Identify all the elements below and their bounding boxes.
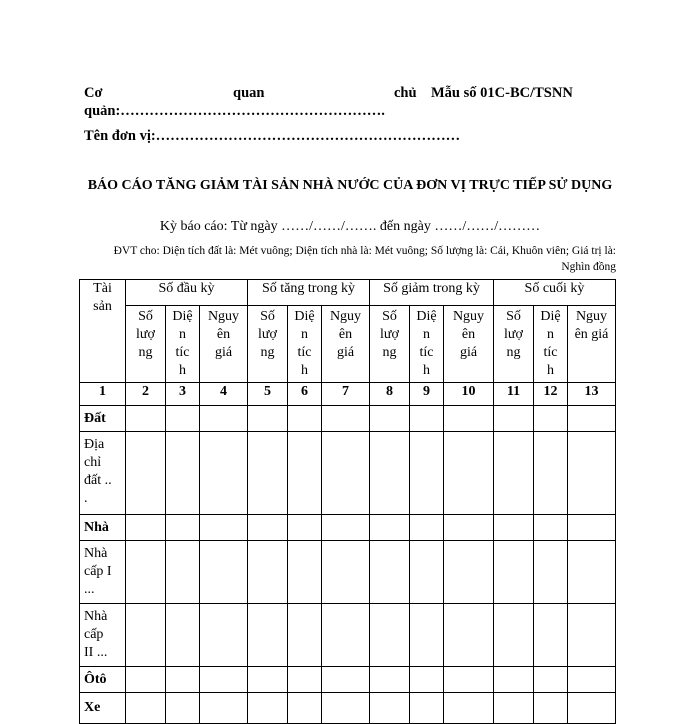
table-cell bbox=[370, 432, 410, 515]
table-cell bbox=[288, 406, 322, 432]
subheader-original-cost: Nguy ên giá bbox=[568, 306, 616, 383]
table-cell bbox=[534, 515, 568, 541]
table-cell bbox=[200, 541, 248, 604]
column-number: 4 bbox=[200, 383, 248, 406]
table-cell bbox=[200, 432, 248, 515]
table-cell bbox=[322, 432, 370, 515]
table-cell bbox=[494, 515, 534, 541]
table-cell bbox=[248, 693, 288, 724]
table-row-vehicle bbox=[80, 693, 616, 724]
row-label-house-grade-2: Nhà cấp II ... bbox=[80, 604, 126, 667]
group-header-closing: Số cuối kỳ bbox=[494, 280, 616, 306]
report-period: Kỳ báo cáo: Từ ngày ……/……/……. đến ngày ……/……/……… bbox=[159, 219, 541, 234]
column-number-row bbox=[80, 383, 616, 406]
table-cell bbox=[166, 406, 200, 432]
table-cell bbox=[248, 406, 288, 432]
table-cell bbox=[568, 515, 616, 541]
column-number: 2 bbox=[126, 383, 166, 406]
table-cell bbox=[126, 693, 166, 724]
table-cell bbox=[288, 515, 322, 541]
table-cell bbox=[322, 667, 370, 693]
agency-label-word-2: quan bbox=[233, 85, 265, 101]
row-label-car: Ôtô bbox=[80, 667, 126, 693]
table-cell bbox=[444, 406, 494, 432]
table-cell bbox=[248, 667, 288, 693]
table-cell bbox=[534, 541, 568, 604]
agency-label-word-3: chủ bbox=[394, 85, 417, 101]
group-header-decrease: Số giảm trong kỳ bbox=[370, 280, 494, 306]
column-number: 1 bbox=[80, 383, 126, 406]
unit-name-field: Tên đơn vị:……………………………………………………… bbox=[84, 128, 461, 144]
table-cell bbox=[444, 515, 494, 541]
table-cell bbox=[370, 515, 410, 541]
table-cell bbox=[568, 406, 616, 432]
subheader-area: Diệ n tíc h bbox=[410, 306, 444, 383]
table-subheader-row bbox=[80, 306, 616, 383]
table-cell bbox=[410, 541, 444, 604]
table-cell bbox=[248, 515, 288, 541]
subheader-area: Diệ n tíc h bbox=[534, 306, 568, 383]
table-cell bbox=[444, 693, 494, 724]
row-label-house: Nhà bbox=[80, 515, 126, 541]
table-cell bbox=[288, 541, 322, 604]
subheader-quantity: Số lượ ng bbox=[248, 306, 288, 383]
table-cell bbox=[494, 541, 534, 604]
table-cell bbox=[568, 693, 616, 724]
table-cell bbox=[410, 667, 444, 693]
subheader-quantity: Số lượ ng bbox=[126, 306, 166, 383]
row-label-house-grade-1: Nhà cấp I ... bbox=[80, 541, 126, 604]
subheader-original-cost: Nguy ên giá bbox=[322, 306, 370, 383]
agency-field: quản:………………………………………………. bbox=[84, 103, 385, 119]
table-cell bbox=[494, 604, 534, 667]
table-row-land-address bbox=[80, 432, 616, 515]
table-cell bbox=[410, 432, 444, 515]
table-cell bbox=[126, 541, 166, 604]
table-cell bbox=[494, 432, 534, 515]
table-row-house-grade-2 bbox=[80, 604, 616, 667]
subheader-area: Diệ n tíc h bbox=[166, 306, 200, 383]
table-cell bbox=[322, 604, 370, 667]
table-cell bbox=[410, 406, 444, 432]
table-cell bbox=[288, 432, 322, 515]
table-cell bbox=[126, 406, 166, 432]
table-cell bbox=[200, 515, 248, 541]
agency-header-row bbox=[84, 85, 584, 105]
unit-note: ĐVT cho: Diện tích đất là: Mét vuông; Diện tích nhà là: Mét vuông; Số lượng là: Cái, Khuôn viên; Giá trị là: Nghìn đồng bbox=[113, 245, 616, 273]
table-cell bbox=[166, 693, 200, 724]
table-cell bbox=[534, 667, 568, 693]
table-cell bbox=[200, 667, 248, 693]
column-number: 7 bbox=[322, 383, 370, 406]
table-cell bbox=[568, 432, 616, 515]
subheader-original-cost: Nguy ên giá bbox=[444, 306, 494, 383]
column-number: 3 bbox=[166, 383, 200, 406]
column-number: 11 bbox=[494, 383, 534, 406]
table-row-house-grade-1 bbox=[80, 541, 616, 604]
report-title: BÁO CÁO TĂNG GIẢM TÀI SẢN NHÀ NƯỚC CỦA ĐƠN VỊ TRỰC TIẾP SỬ DỤNG bbox=[87, 178, 613, 193]
table-cell bbox=[370, 693, 410, 724]
table-cell bbox=[126, 604, 166, 667]
table-cell bbox=[410, 515, 444, 541]
column-number: 13 bbox=[568, 383, 616, 406]
table-cell bbox=[288, 667, 322, 693]
table-cell bbox=[568, 604, 616, 667]
table-cell bbox=[322, 693, 370, 724]
form-code: Mẫu số 01C-BC/TSNN bbox=[431, 85, 573, 101]
table-cell bbox=[494, 693, 534, 724]
table-cell bbox=[370, 406, 410, 432]
table-cell bbox=[534, 406, 568, 432]
subheader-quantity: Số lượ ng bbox=[370, 306, 410, 383]
table-cell bbox=[370, 541, 410, 604]
table-cell bbox=[200, 604, 248, 667]
table-cell bbox=[444, 604, 494, 667]
table-cell bbox=[288, 693, 322, 724]
table-row-car bbox=[80, 667, 616, 693]
table-cell bbox=[166, 432, 200, 515]
group-header-increase: Số tăng trong kỳ bbox=[248, 280, 370, 306]
table-cell bbox=[568, 667, 616, 693]
table-cell bbox=[534, 693, 568, 724]
column-number: 5 bbox=[248, 383, 288, 406]
table-cell bbox=[444, 667, 494, 693]
table-cell bbox=[248, 432, 288, 515]
subheader-area: Diệ n tíc h bbox=[288, 306, 322, 383]
column-number: 6 bbox=[288, 383, 322, 406]
table-row-land bbox=[80, 406, 616, 432]
table-cell bbox=[410, 604, 444, 667]
subheader-quantity: Số lượ ng bbox=[494, 306, 534, 383]
group-header-opening: Số đầu kỳ bbox=[126, 280, 248, 306]
table-cell bbox=[126, 515, 166, 541]
column-number: 12 bbox=[534, 383, 568, 406]
table-cell bbox=[166, 541, 200, 604]
table-cell bbox=[322, 515, 370, 541]
table-cell bbox=[248, 541, 288, 604]
table-cell bbox=[166, 515, 200, 541]
subheader-original-cost: Nguy ên giá bbox=[200, 306, 248, 383]
table-cell bbox=[370, 604, 410, 667]
table-cell bbox=[126, 667, 166, 693]
table-cell bbox=[166, 604, 200, 667]
table-cell bbox=[444, 432, 494, 515]
table-cell bbox=[568, 541, 616, 604]
table-cell bbox=[126, 432, 166, 515]
table-cell bbox=[410, 693, 444, 724]
column-number: 9 bbox=[410, 383, 444, 406]
table-cell bbox=[444, 541, 494, 604]
asset-report-table bbox=[79, 279, 616, 724]
table-row-house bbox=[80, 515, 616, 541]
row-label-vehicle: Xe bbox=[80, 693, 126, 724]
table-cell bbox=[322, 541, 370, 604]
table-cell bbox=[200, 693, 248, 724]
agency-label-word-1: Cơ bbox=[84, 85, 103, 101]
table-cell bbox=[494, 406, 534, 432]
column-number: 8 bbox=[370, 383, 410, 406]
table-cell bbox=[534, 604, 568, 667]
row-label-land: Đất bbox=[80, 406, 126, 432]
table-cell bbox=[370, 667, 410, 693]
table-cell bbox=[200, 406, 248, 432]
table-cell bbox=[534, 432, 568, 515]
row-label-land-address: Địa chỉ đất .. . bbox=[80, 432, 126, 515]
table-cell bbox=[288, 604, 322, 667]
table-cell bbox=[166, 667, 200, 693]
table-header-row bbox=[80, 280, 616, 306]
column-number: 10 bbox=[444, 383, 494, 406]
table-cell bbox=[248, 604, 288, 667]
table-cell bbox=[494, 667, 534, 693]
table-cell bbox=[322, 406, 370, 432]
asset-column-header: Tài sản bbox=[80, 280, 126, 383]
